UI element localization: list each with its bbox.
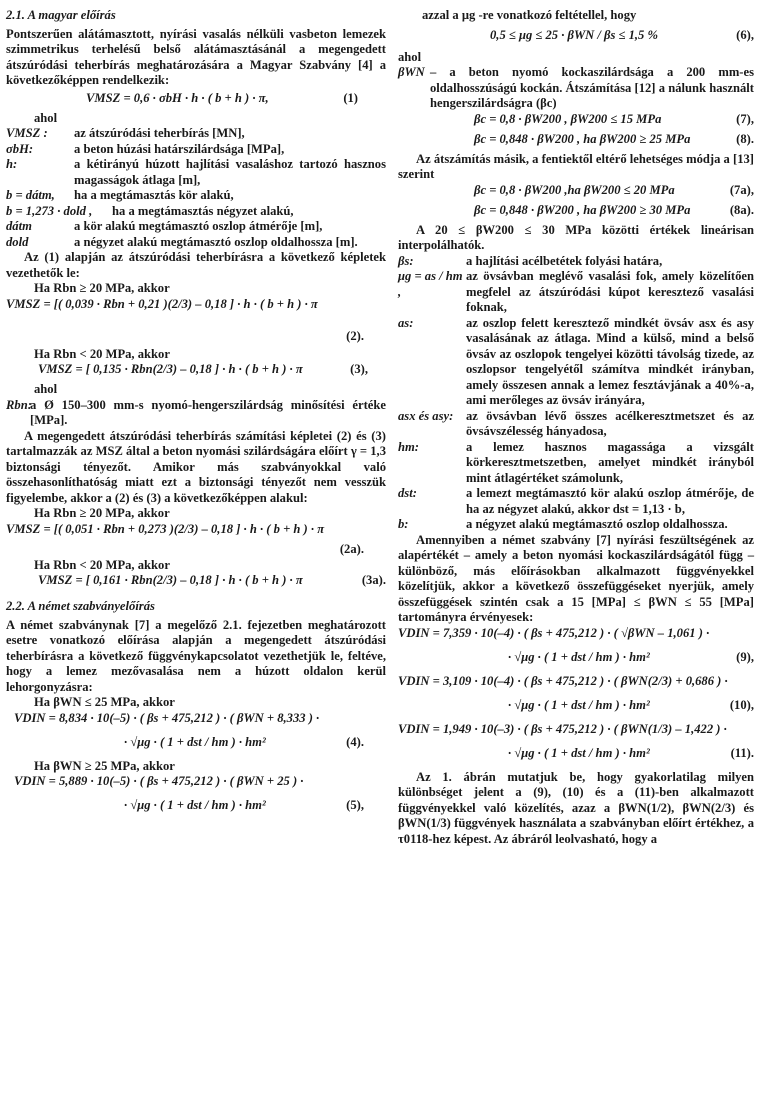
equation-number: (7a), bbox=[729, 182, 754, 197]
equation-11-line-1 bbox=[398, 722, 754, 742]
section-heading-2-2: 2.2. A német szabványelőírás bbox=[6, 599, 155, 613]
equation-body: VMSZ = 0,6 · σbH · h · ( b + h ) · π, bbox=[86, 90, 269, 105]
equation-number: (2). bbox=[346, 328, 364, 343]
condition: Ha Rbn ≥ 20 MPa, akkor bbox=[34, 281, 170, 295]
equation-2a bbox=[6, 522, 386, 542]
paragraph: Amennyiben a német szabvány [7] nyírási feszültségének az alapértékét – amely a beton nyomási kockaszilárdságától függ – különböző, más előírásokban alkalmazott függvényekkel közelítjük, akkor a következő összefüggéseket nyerjük, amely összefüggések szintén csak a 15 [MPa] ≤ βWN ≤ 55 [MPa] tartományra érvényesek: bbox=[398, 532, 754, 624]
equation-body: VDIN = 1,949 · 10(–3) · ( βs + 475,212 ) · ( βWN(1/3) – 1,422 ) · bbox=[398, 721, 727, 736]
equation-7 bbox=[398, 112, 754, 132]
equation-number: (10), bbox=[729, 697, 754, 712]
definition-term: μg = as / hm , bbox=[398, 269, 463, 299]
equation-body: βc = 0,848 · βW200 , ha βW200 ≥ 30 MPa bbox=[474, 202, 691, 217]
equation-body: · √μg · ( 1 + dst / hm ) · hm² bbox=[508, 745, 650, 760]
equation-10-line-1 bbox=[398, 674, 754, 694]
definition-term: as: bbox=[398, 315, 414, 330]
definition-text: az övsávban meglévő vasalási fok, amely közelítően megfelel az átszúródási kúpot keresztező vasalási foknak, bbox=[466, 269, 754, 314]
equation-1 bbox=[6, 91, 386, 111]
definition-text: a kör alakú megtámasztó oszlop átmérője [m], bbox=[74, 219, 323, 233]
equation-6 bbox=[398, 24, 754, 50]
definition-term: dátm bbox=[6, 219, 32, 233]
equation-number: (9), bbox=[736, 649, 754, 664]
definition-term: b = dátm, bbox=[6, 188, 55, 202]
equation-2-number-row bbox=[6, 317, 386, 347]
definition-term: Rbn: bbox=[6, 397, 32, 412]
equation-number: (5), bbox=[346, 798, 364, 812]
equation-5-line-1 bbox=[6, 774, 386, 794]
definition-text: – a beton nyomó kockaszilárdsága a 200 mm-es oldalhosszúságú kockán. Átszámítása [12] a nálunk használt hengerszilárdságra (βc) bbox=[430, 65, 754, 110]
equation-body: βc = 0,848 · βW200 , ha βW200 ≥ 25 MPa bbox=[474, 131, 691, 146]
definition-term: asx és asy: bbox=[398, 408, 454, 423]
equation-body: VMSZ = [ 0,135 · Rbn(2/3) – 0,18 ] · h · ( b + h ) · π bbox=[38, 362, 303, 376]
definition-text: a kétirányú húzott hajlítási vasaláshoz tartozó hasznos magasságok átlaga [m], bbox=[74, 157, 386, 187]
condition: Ha Rbn < 20 MPa, akkor bbox=[34, 557, 170, 572]
equation-body: · √μg · ( 1 + dst / hm ) · hm² bbox=[124, 798, 266, 812]
equation-number: (11). bbox=[730, 745, 754, 760]
definition-text: ha a megtámasztás kör alakú, bbox=[74, 188, 234, 202]
condition: Ha Rbn < 20 MPa, akkor bbox=[34, 346, 170, 361]
equation-number: (3), bbox=[350, 362, 368, 376]
equation-body: βc = 0,8 · βW200 , βW200 ≤ 15 MPa bbox=[474, 111, 662, 126]
equation-number: (3a). bbox=[361, 573, 386, 587]
equation-number: (8a). bbox=[729, 202, 754, 217]
definition-text: a lemez hasznos magassága a vizsgált körkeresztmetszetben, amelyet mindkét irányból mint átlagértéket számolunk, bbox=[466, 439, 754, 485]
left-column bbox=[6, 8, 386, 822]
equation-9-line-1 bbox=[398, 626, 754, 646]
definition-text: a Ø 150–300 mm-s nyomó-hengerszilárdság minősítési értéke [MPa]. bbox=[30, 397, 386, 427]
definition-list bbox=[398, 254, 754, 533]
definition-text: az átszúródási teherbírás [MN], bbox=[74, 126, 245, 140]
section-heading-2-1: 2.1. A magyar előírás bbox=[6, 8, 116, 22]
where-label: ahol bbox=[34, 382, 58, 396]
paragraph: Az átszámítás másik, a fentiektől eltérő lehetséges módja a [13] szerint bbox=[398, 151, 754, 181]
equation-number: (2a). bbox=[339, 541, 364, 556]
definition-term: h: bbox=[6, 157, 18, 171]
equation-2 bbox=[6, 297, 386, 317]
equation-9-line-2 bbox=[398, 646, 754, 674]
definition-text: a hajlítási acélbetétek folyási határa, bbox=[466, 253, 663, 268]
equation-number: (6), bbox=[736, 27, 754, 42]
where-label: ahol bbox=[398, 49, 422, 64]
definition-text: a lemezt megtámasztó kör alakú oszlop átmérője, de ha az négyzet alakú, akkor dst = 1,13 · b, bbox=[466, 486, 754, 516]
equation-body: βc = 0,8 · βW200 ,ha βW200 ≤ 20 MPa bbox=[474, 182, 675, 197]
equation-7a bbox=[398, 183, 754, 203]
equation-body: · √μg · ( 1 + dst / hm ) · hm² bbox=[508, 649, 650, 664]
equation-2a-number-row bbox=[6, 542, 386, 558]
definition-term: hm: bbox=[398, 439, 419, 454]
equation-number: (7), bbox=[736, 111, 754, 126]
equation-11-line-2 bbox=[398, 742, 754, 770]
equation-number: (1) bbox=[343, 90, 358, 105]
condition: Ha Rbn ≥ 20 MPa, akkor bbox=[34, 506, 170, 520]
equation-body: VDIN = 5,889 · 10(–5) · ( βs + 475,212 ) · ( βWN + 25 ) · bbox=[14, 774, 304, 788]
equation-body: VMSZ = [( 0,051 · Rbn + 0,273 )(2/3) – 0,18 ] · h · ( b + h ) · π bbox=[6, 521, 325, 536]
definition-text: az övsávban lévő összes acélkeresztmetszet és az övsávszélesség hányadosa, bbox=[466, 408, 754, 438]
equation-4-line-1 bbox=[6, 711, 386, 731]
definition-term: σbH: bbox=[6, 141, 34, 156]
equation-body: VDIN = 7,359 · 10(–4) · ( βs + 475,212 ) · ( √βWN – 1,061 ) · bbox=[398, 625, 710, 640]
equation-body: · √μg · ( 1 + dst / hm ) · hm² bbox=[124, 734, 266, 749]
condition: Ha βWN ≥ 25 MPa, akkor bbox=[34, 758, 175, 773]
definition-term: VMSZ : bbox=[6, 126, 48, 140]
right-column bbox=[398, 8, 754, 847]
definition-term: dold bbox=[6, 234, 29, 249]
equation-number: (4). bbox=[346, 734, 364, 749]
definition-list bbox=[6, 398, 386, 429]
equation-body: 0,5 ≤ μg ≤ 25 · βWN / βs ≤ 1,5 % bbox=[490, 27, 658, 42]
where-label: ahol bbox=[34, 110, 58, 125]
equation-3a bbox=[6, 573, 386, 593]
equation-5-line-2 bbox=[6, 794, 386, 822]
condition: Ha βWN ≤ 25 MPa, akkor bbox=[34, 695, 175, 709]
equation-10-line-2 bbox=[398, 694, 754, 722]
definition-text: a beton húzási határszilárdsága [MPa], bbox=[74, 141, 285, 156]
definition-text: az oszlop felett keresztező mindkét övsáv asx és asy vasalásának az átlaga. Mind a külső, mind a belső övsáv az oszlopok tengelyei közötti távolság tizede, az oszlopsor tengelyétől számítva mindkét irányban, amely összesen annak a lemez fesztávjának a 40%-a, ami merőleges az övsáv irányára, bbox=[466, 315, 754, 407]
definition-term: dst: bbox=[398, 486, 417, 500]
equation-body: VMSZ = [( 0,039 · Rbn + 0,21 )(2/3) – 0,18 ] · h · ( b + h ) · π bbox=[6, 296, 318, 311]
definition-text: a négyzet alakú megtámasztó oszlop oldalhossza [m]. bbox=[74, 234, 358, 249]
equation-8a bbox=[398, 203, 754, 223]
equation-body: VDIN = 8,834 · 10(–5) · ( βs + 475,212 ) · ( βWN + 8,333 ) · bbox=[14, 710, 320, 725]
paragraph: Pontszerűen alátámasztott, nyírási vasalás nélküli vasbeton lemezek szimmetrikus terhelésű belső alátámasztásánál a megengedett átszúródási teherbírás meghatározására a Magyar Szabvány [4] a következőképpen rendelkezik: bbox=[6, 26, 386, 87]
definition-term: βWN bbox=[398, 65, 425, 79]
paragraph: A német szabványnak [7] a megelőző 2.1. fejezetben meghatározott esetre vonatkozó előírása alapján a megengedett átszúródási teherbírásra a következő függvénykapcsolatot vezethetjük le, feltéve, hogy a lemez mezővasalása nem a húzott oldalon kerül lehorgonyzásra: bbox=[6, 617, 386, 694]
equation-body: VDIN = 3,109 · 10(–4) · ( βs + 475,212 ) · ( βWN(2/3) + 0,686 ) · bbox=[398, 673, 728, 688]
equation-3 bbox=[6, 362, 386, 382]
definition-term: b: bbox=[398, 517, 409, 531]
paragraph: A megengedett átszúródási teherbírás számítási képletei (2) és (3) tartalmazzák az MSZ által a beton nyomási szilárdságára előírt γ = 1,3 biztonsági tényezőt. Amikor más szabványokkal való összehasonlíthatóság miatt ezt a biztonsági tényezőt nem vesszük figyelembe, akkor a (2) és (3) a következőképpen alakul: bbox=[6, 428, 386, 505]
paragraph: Az 1. ábrán mutatjuk be, hogy gyakorlatilag milyen különbséget jelent a (9), (10) és a (11)-ben alkalmazott függvényekkel való közelítés, azaz a βWN(1/2), βWN(2/3) és βWN(1/3) függvények használata a szabványban előírt értékhez, a τ0118-hez képest. Az ábráról leolvasható, hogy a bbox=[398, 769, 754, 846]
definition-text: a négyzet alakú megtámasztó oszlop oldalhossza. bbox=[466, 517, 728, 531]
equation-body: VMSZ = [ 0,161 · Rbn(2/3) – 0,18 ] · h · ( b + h ) · π bbox=[38, 573, 303, 587]
definition-term: b = 1,273 · dold , bbox=[6, 203, 93, 218]
definition-term: βs: bbox=[398, 253, 414, 268]
definition-list bbox=[398, 65, 754, 112]
paragraph: A 20 ≤ βW200 ≤ 30 MPa közötti értékek lineárisan interpolálhatók. bbox=[398, 222, 754, 252]
equation-number: (8). bbox=[736, 131, 754, 146]
definition-text: ha a megtámasztás négyzet alakú, bbox=[112, 203, 294, 218]
paragraph: Az (1) alapján az átszúródási teherbírásra a következő képletek vezethetők le: bbox=[6, 250, 386, 280]
equation-4-line-2 bbox=[6, 731, 386, 759]
equation-8 bbox=[398, 132, 754, 152]
equation-body: · √μg · ( 1 + dst / hm ) · hm² bbox=[508, 697, 650, 712]
definition-list bbox=[6, 126, 386, 250]
condition: azzal a μg -re vonatkozó feltétellel, hogy bbox=[422, 8, 637, 22]
